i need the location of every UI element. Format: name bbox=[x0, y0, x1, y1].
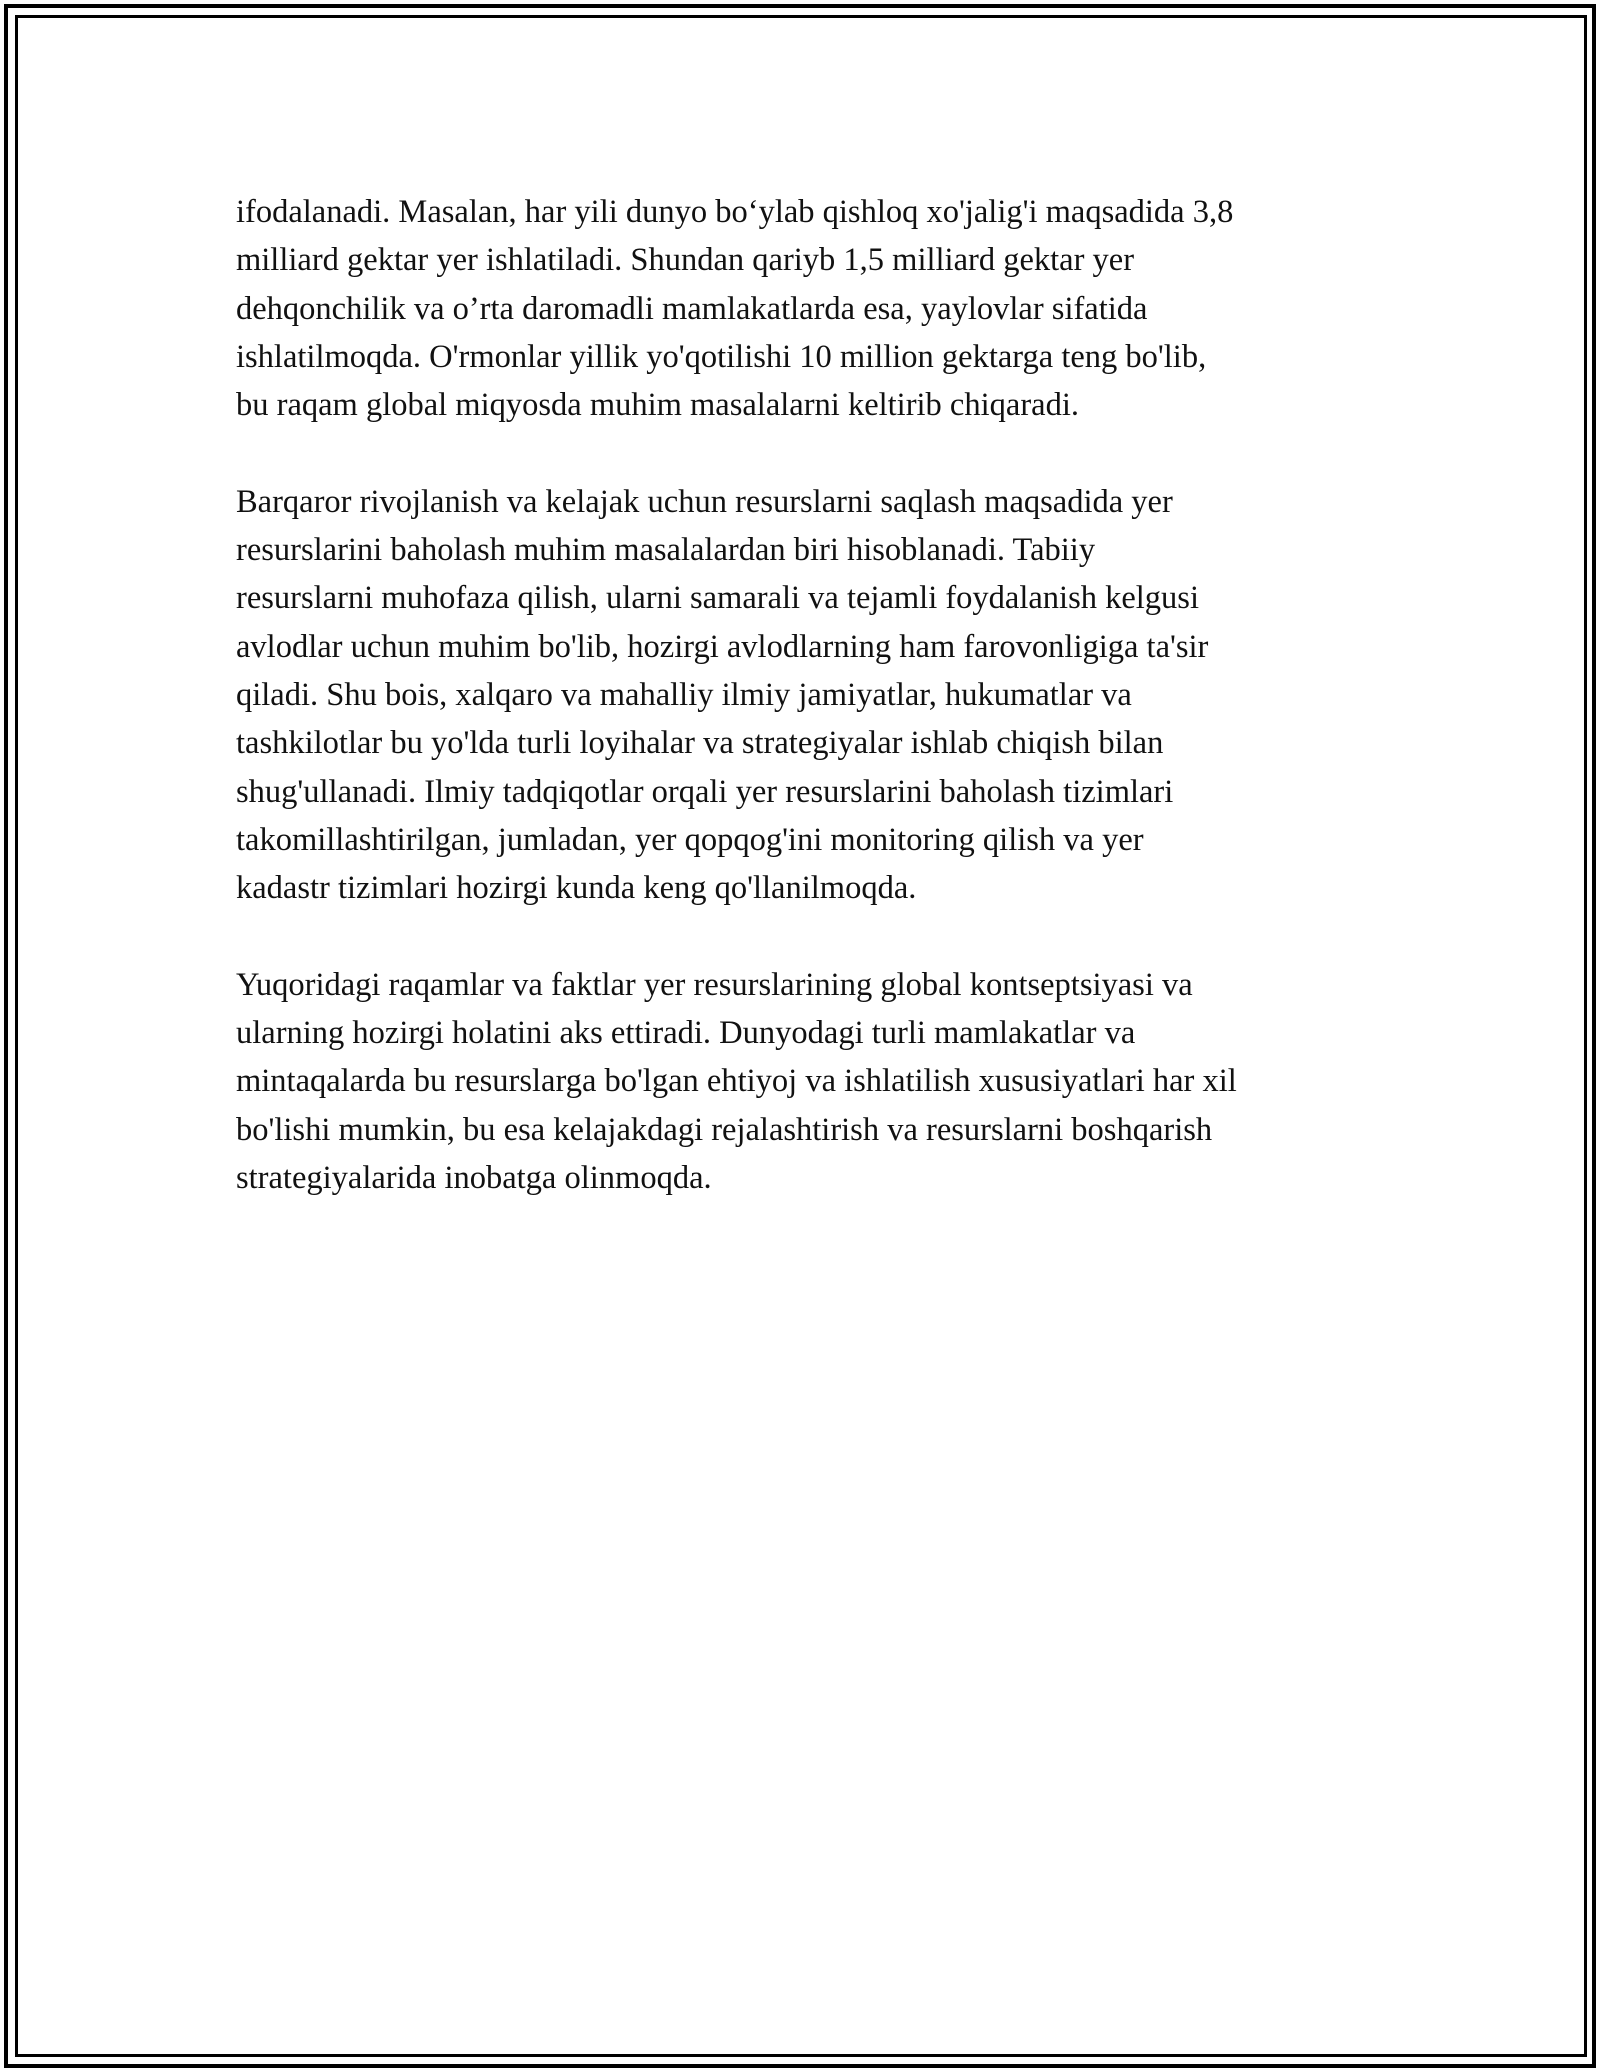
paragraph-global-concept: Yuqoridagi raqamlar va faktlar yer resurslarining global kontseptsiyasi va ularning hozirgi holatini aks ettiradi. Dunyodagi turli mamlakatlar va mintaqalarda bu resurslarga bo'lgan ehtiyoj va ishlatilish xususiyatlari har xil bo'lishi mumkin, bu esa kelajakdagi rejalashtirish va resurslarni boshqarish strategiyalarida inobatga olinmoqda. bbox=[236, 966, 1237, 1196]
document-body bbox=[236, 188, 1386, 1251]
paragraph-sustainable-development: Barqaror rivojlanish va kelajak uchun resurslarni saqlash maqsadida yer resurslarini baholash muhim masalalardan biri hisoblanadi. Tabiiy resurslarni muhofaza qilish, ularni samarali va tejamli foydalanish kelgusi avlodlar uchun muhim bo'lib, hozirgi avlodlarning ham farovonligiga ta'sir qiladi. Shu bois, xalqaro va mahalliy ilmiy jamiyatlar, hukumatlar va tashkilotlar bu yo'lda turli loyihalar va strategiyalar ishlab chiqish bilan shug'ullanadi. Ilmiy tadqiqotlar orqali yer resurslarini baholash tizimlari takomillashtirilgan, jumladan, yer qopqog'ini monitoring qilish va yer kadastr tizimlari hozirgi kunda keng qo'llanilmoqda. bbox=[236, 483, 1209, 907]
paragraph-land-usage: ifodalanadi. Masalan, har yili dunyo bo‘ylab qishloq xo'jalig'i maqsadida 3,8 milliard gektar yer ishlatiladi. Shundan qariyb 1,5 milliard gektar yer dehqonchilik va o’rta daromadli mamlakatlarda esa, yaylovlar sifatida ishlatilmoqda. O'rmonlar yillik yo'qotilishi 10 million gektarga teng bo'lib, bu raqam global miqyosda muhim masalalarni keltirib chiqaradi. bbox=[236, 194, 1234, 424]
